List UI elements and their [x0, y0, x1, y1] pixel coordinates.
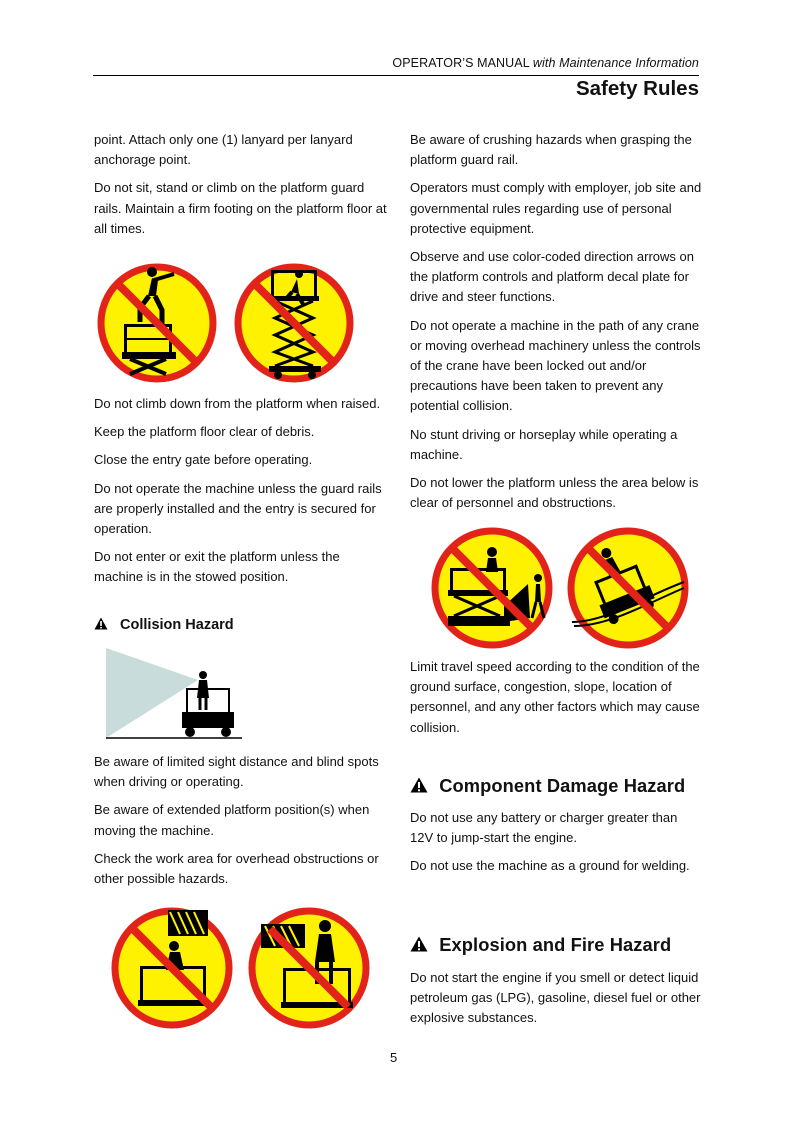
- no-climbing-guard-rail-sign-icon: [96, 262, 218, 384]
- manual-subtitle: with Maintenance Information: [532, 56, 699, 70]
- paragraph: No stunt driving or horseplay while operating a machine.: [410, 426, 678, 462]
- collision-hazard-title: Collision Hazard: [120, 617, 234, 633]
- warning-triangle-icon: [410, 777, 428, 793]
- warning-triangle-icon: [410, 936, 428, 952]
- no-lowering-onto-personnel-sign-icon: [430, 526, 554, 650]
- right-column-explosion-text: [410, 968, 704, 1037]
- explosion-fire-heading: [410, 934, 671, 956]
- paragraph: Be aware of crushing hazards when grasping the platform guard rail.: [410, 132, 692, 168]
- overhead-obstruction-sign-icon: [110, 906, 234, 1030]
- paragraph: Do not lower the platform unless the area below is clear of personnel and obstructions.: [410, 475, 699, 511]
- manual-title: OPERATOR’S MANUAL: [392, 56, 530, 70]
- manual-header: [392, 56, 699, 70]
- paragraph: Be aware of extended platform position(s) when moving the machine.: [94, 802, 370, 838]
- paragraph: Do not climb down from the platform when raised.: [94, 396, 381, 411]
- left-column-lower: [94, 752, 388, 897]
- left-column-middle: [94, 394, 388, 596]
- no-horseplay-slope-sign-icon: [566, 526, 690, 650]
- paragraph: Do not start the engine if you smell or detect liquid petroleum gas (LPG), gasoline, diesel fuel or other explosive substances.: [410, 970, 701, 1026]
- no-climbing-mast-sign-icon: [233, 262, 355, 384]
- limited-sight-illustration-icon: [106, 648, 246, 742]
- paragraph: Do not operate the machine unless the guard rails are properly installed and the entry is secured for operation.: [94, 480, 382, 537]
- paragraph: Close the entry gate before operating.: [94, 452, 313, 468]
- component-damage-heading: [410, 775, 685, 797]
- paragraph: Operators must comply with employer, job site and governmental rules regarding use of personal protective equipment.: [410, 180, 702, 236]
- component-damage-title: Component Damage Hazard: [439, 775, 686, 796]
- right-column-middle: [410, 657, 704, 746]
- paragraph: Check the work area for overhead obstructions or other possible hazards.: [94, 850, 379, 887]
- paragraph: Do not enter or exit the platform unless the machine is in the stowed position.: [94, 549, 340, 585]
- left-column-top: [94, 130, 388, 247]
- paragraph: Do not operate a machine in the path of any crane or moving overhead machinery unless the controls of the crane have been locked out and/or precautions have been taken to prevent any potential collision.: [410, 317, 701, 414]
- warning-triangle-icon: [94, 617, 108, 630]
- paragraph: Keep the platform floor clear of debris.: [94, 424, 315, 440]
- paragraph: Do not sit, stand or climb on the platform guard rails. Maintain a firm footing on the platform floor at all times.: [94, 180, 387, 236]
- page-number: 5: [390, 1050, 398, 1065]
- paragraph: point. Attach only one (1) lanyard per lanyard anchorage point.: [94, 132, 353, 168]
- paragraph: Observe and use color-coded direction arrows on the platform controls and platform decal plate for drive and steer functions.: [410, 249, 694, 305]
- paragraph: Do not use the machine as a ground for welding.: [410, 858, 690, 874]
- overhead-obstruction-crouch-sign-icon: [247, 906, 371, 1030]
- paragraph: Do not use any battery or charger greater than 12V to jump-start the engine.: [410, 810, 678, 846]
- explosion-fire-title: Explosion and Fire Hazard: [439, 934, 672, 955]
- paragraph: Limit travel speed according to the condition of the ground surface, congestion, slope, location of personnel, and any other factors which may cause collision.: [410, 659, 700, 735]
- header-rule: [93, 75, 699, 76]
- section-title: Safety Rules: [575, 77, 699, 100]
- paragraph: Be aware of limited sight distance and blind spots when driving or operating.: [94, 754, 379, 790]
- collision-hazard-heading: [94, 617, 234, 633]
- right-column-top: [410, 130, 704, 521]
- right-column-component-text: [410, 808, 704, 885]
